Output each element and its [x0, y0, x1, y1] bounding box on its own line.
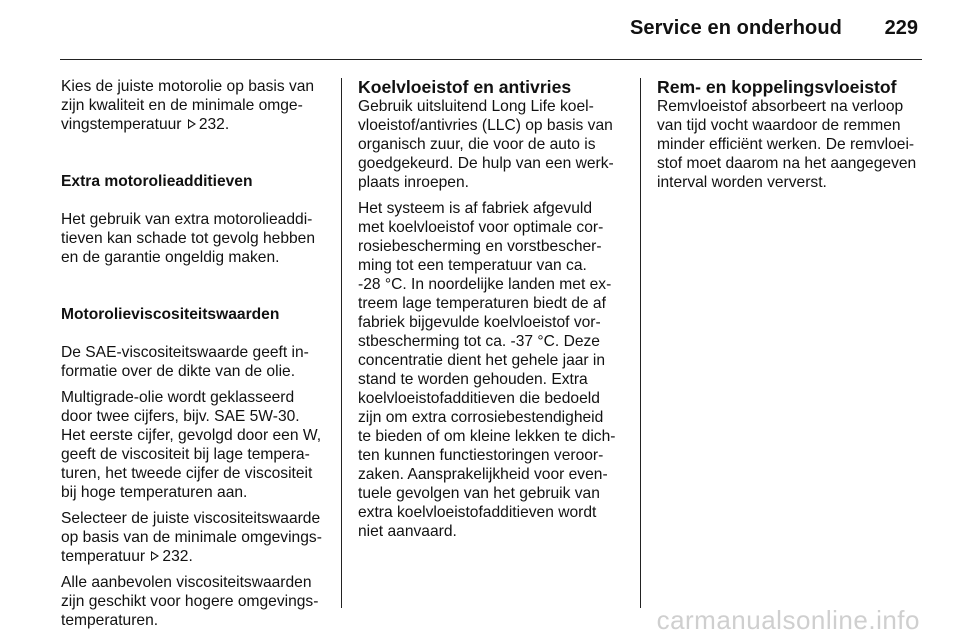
- additives-heading: Extra motorolieadditieven: [61, 173, 253, 190]
- coolant-paragraph-2: Het systeem is af fabriek afgevuld met koelvloeistof voor optimale cor- rosiebescherming en vorstbescher- ming tot een temperatuur van ca. -28 °C. In noordelijke landen met ex- treem lage temperaturen biedt de af fabriek bijgevulde koelvloeistof vor- stbescherming tot ca. -37 °C. Deze concentratie dient het gehele jaar in stand te worden gehouden. Extra koelvloeistofadditieven die bedoeld zijn om extra corrosiebestendigheid te bieden of om kleine lekken te dich- ten kunnen functiestoringen veroor- zaken. Aansprakelijkheid voor even- tuele gevolgen van het gebruik van extra koelvloeistofadditieven wordt niet aanvaard.: [358, 200, 616, 540]
- column-divider-right: [640, 78, 641, 608]
- cross-reference-arrow-icon: [188, 119, 196, 129]
- cross-reference-link[interactable]: 232.: [162, 548, 193, 565]
- brake-fluid-paragraph: Remvloeistof absorbeert na verloop van tijd vocht waardoor de remmen minder efficiënt werken. De remvloei- stof moet daarom na het aangegeven interval worden ververst.: [657, 98, 917, 191]
- additives-section: [61, 153, 333, 267]
- coolant-paragraph-1: Gebruik uitsluitend Long Life koel- vloeistof/antivries (LLC) op basis van organisch zuur, die voor de auto is goedgekeurd. De hulp van een werk- plaats inroepen.: [358, 98, 614, 191]
- column-divider-left: [341, 78, 342, 608]
- column-middle: [358, 77, 628, 548]
- viscosity-text: De SAE-viscositeitswaarde geeft in- formatie over de dikte van de olie.: [61, 344, 309, 380]
- select-viscosity-paragraph: [61, 509, 333, 566]
- multigrade-paragraph: Multigrade-olie wordt geklasseerd door twee cijfers, bijv. SAE 5W-30. Het eerste cijfer, gevolgd door een W, geeft de viscositeit bij lage tempera- turen, het tweede cijfer de viscositeit bij hoge temperaturen aan.: [61, 389, 322, 501]
- watermark: carmanualsonline.info: [656, 605, 920, 635]
- cross-reference-arrow-icon: [151, 551, 159, 561]
- coolant-heading: Koelvloeistof en antivries: [358, 77, 572, 97]
- viscosity-section: [61, 286, 333, 381]
- motor-oil-intro-paragraph: [61, 77, 333, 134]
- recommended-viscosity-paragraph: Alle aanbevolen viscositeitswaarden zijn geschikt voor hogere omgevings- temperaturen.: [61, 574, 319, 629]
- header-rule: [60, 59, 922, 60]
- page-header: [0, 0, 960, 62]
- column-left: [61, 77, 333, 637]
- select-viscosity-text: Selecteer de juiste viscositeitswaarde op basis van de minimale omgevings- temperatuur: [61, 510, 322, 565]
- header-title: Service en onderhoud: [629, 17, 842, 39]
- brake-fluid-heading: Rem- en koppelingsvloeistof: [657, 77, 897, 97]
- viscosity-heading: Motorolieviscositeitswaarden: [61, 306, 280, 323]
- motor-oil-intro-text: Kies de juiste motorolie op basis van zijn kwaliteit en de minimale omge- vingstemperatuur: [61, 78, 315, 133]
- page-number: 229: [884, 17, 918, 39]
- additives-text: Het gebruik van extra motorolieaddi- tieven kan schade tot gevolg hebben en de garantie ongeldig maken.: [61, 211, 316, 266]
- column-right: [657, 77, 929, 199]
- cross-reference-link[interactable]: 232.: [198, 116, 230, 133]
